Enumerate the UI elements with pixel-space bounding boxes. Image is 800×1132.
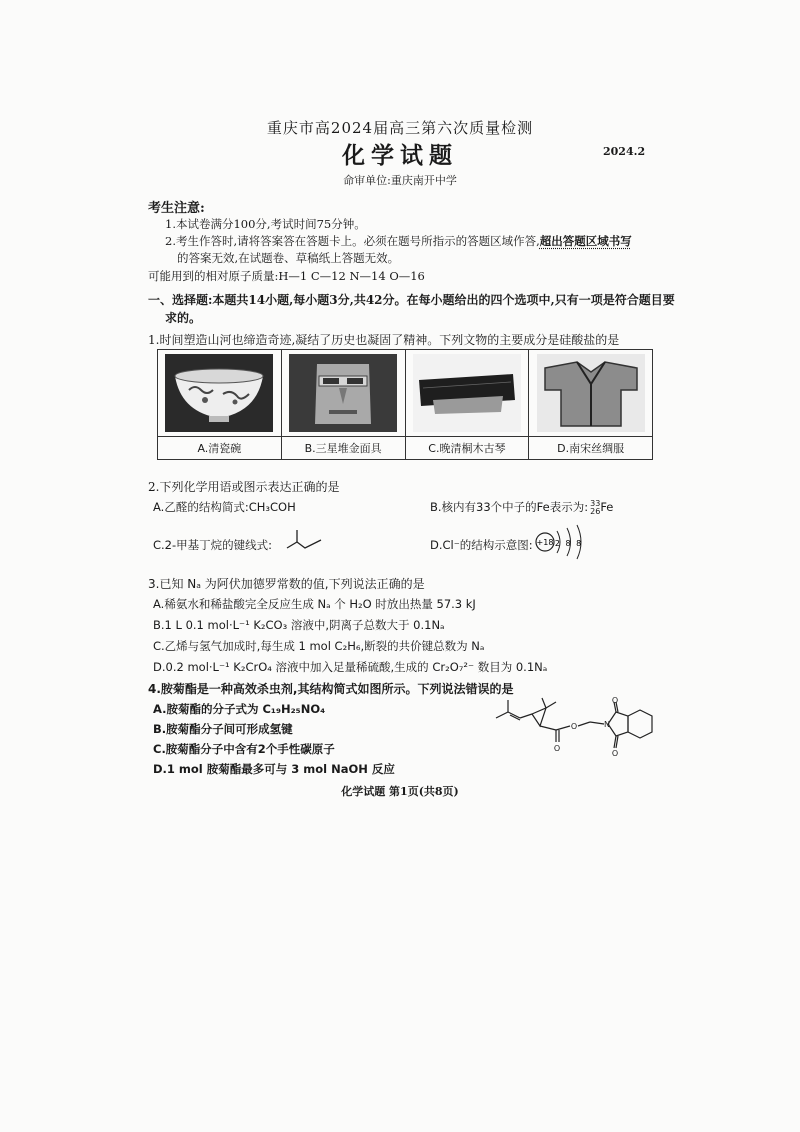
q4-stem: 4.胺菊酯是一种高效杀虫剂,其结构简式如图所示。下列说法错误的是 [148, 682, 514, 696]
ester-oxygen: O [570, 722, 578, 731]
q4-option-d: D.1 mol 胺菊酯最多可与 3 mol NaOH 反应 [153, 762, 395, 776]
imide-oxygen-top: O [611, 696, 619, 705]
q1-option-a: A.清瓷碗 [158, 437, 282, 460]
methylbutane-skeletal-formula [283, 528, 325, 552]
gold-mask-image [289, 354, 397, 432]
notice-item-2 [165, 233, 632, 249]
artifact-cell-d [529, 350, 653, 437]
q1-artifact-table [157, 349, 653, 460]
notice-item-2-cont: 的答案无效,在试题卷、草稿纸上答题无效。 [177, 251, 400, 265]
artifact-cell-c [405, 350, 529, 437]
q1-option-b: B.三星堆金面具 [281, 437, 405, 460]
porcelain-bowl-image [165, 354, 273, 432]
section-heading: 一、选择题:本题共14小题,每小题3分,共42分。在每小题给出的四个选项中,只有一项是符合题目要 [148, 293, 675, 307]
silk-garment-image [537, 354, 645, 432]
ester-carbonyl-oxygen: O [553, 744, 561, 753]
atomic-number: 26 [590, 506, 601, 516]
mass-number: 33 [590, 498, 601, 508]
q1-option-c: C.晚清桐木古琴 [405, 437, 529, 460]
artifact-cell-b [281, 350, 405, 437]
imide-nitrogen: N [604, 720, 610, 729]
q3-option-a: A.稀氨水和稀盐酸完全反应生成 Nₐ 个 H₂O 时放出热量 57.3 kJ [153, 597, 476, 611]
q3-option-b: B.1 L 0.1 mol·L⁻¹ K₂CO₃ 溶液中,阴离子总数大于 0.1Nₐ [153, 618, 445, 632]
q2-stem: 2.下列化学用语或图示表达正确的是 [148, 480, 340, 494]
q4-option-a: A.胺菊酯的分子式为 C₁₉H₂₅NO₄ [153, 702, 326, 716]
q2-option-a: A.乙醛的结构简式:CH₃COH [153, 500, 296, 514]
atomic-mass-line: 可能用到的相对原子质量:H—1 C—12 N—14 O—16 [148, 269, 425, 283]
q3-option-c: C.乙烯与氢气加成时,每生成 1 mol C₂H₆,断裂的共价键总数为 Nₐ [153, 639, 485, 653]
q2-option-b [430, 499, 613, 516]
q3-option-d: D.0.2 mol·L⁻¹ K₂CrO₄ 溶液中加入足量稀硫酸,生成的 Cr₂O₇²⁻ 数目为 0.1Nₐ [153, 660, 548, 674]
q2-option-b-text: B.核内有33个中子的Fe表示为: [430, 500, 589, 514]
guqin-image [413, 354, 521, 432]
notice-item-2-emphasis: 超出答题区域书写 [539, 234, 632, 248]
notice-item-2-text: 2.考生作答时,请将答案答在答题卡上。必须在题号所指示的答题区域作答, [165, 234, 540, 248]
element-symbol: Fe [600, 500, 614, 514]
tetramethrin-structure-diagram [490, 696, 665, 758]
page-footer: 化学试题 第1页(共8页) [341, 785, 459, 798]
setter-line: 命审单位:重庆南开中学 [343, 174, 457, 187]
notice-heading: 考生注意: [148, 201, 205, 216]
notice-item-1: 1.本试卷满分100分,考试时间75分钟。 [165, 217, 366, 231]
q4-option-b: B.胺菊酯分子间可形成氢键 [153, 722, 293, 736]
q3-stem: 3.已知 Nₐ 为阿伏加德罗常数的值,下列说法正确的是 [148, 577, 425, 591]
exam-title: 重庆市高2024届高三第六次质量检测 [266, 119, 534, 137]
q2-option-c: C.2-甲基丁烷的键线式: [153, 538, 273, 552]
exam-date: 2024.2 [603, 145, 646, 158]
q1-option-d: D.南宋丝绸服 [529, 437, 653, 460]
chloride-ion-structure-diagram [533, 523, 593, 561]
artifact-cell-a [158, 350, 282, 437]
q4-option-c: C.胺菊酯分子中含有2个手性碳原子 [153, 742, 335, 756]
isotope-notation [590, 500, 600, 516]
nucleus-charge: +18 [536, 538, 554, 547]
q1-stem: 1.时间塑造山河也缔造奇迹,凝结了历史也凝固了精神。下列文物的主要成分是硅酸盐的是 [148, 333, 620, 347]
section-heading-cont: 求的。 [165, 311, 202, 325]
imide-oxygen-bottom: O [611, 749, 619, 758]
electron-shells: 2 8 8 [554, 539, 582, 548]
subject-title: 化学试题 [342, 143, 458, 169]
q2-option-d: D.Cl⁻的结构示意图: [430, 538, 533, 552]
